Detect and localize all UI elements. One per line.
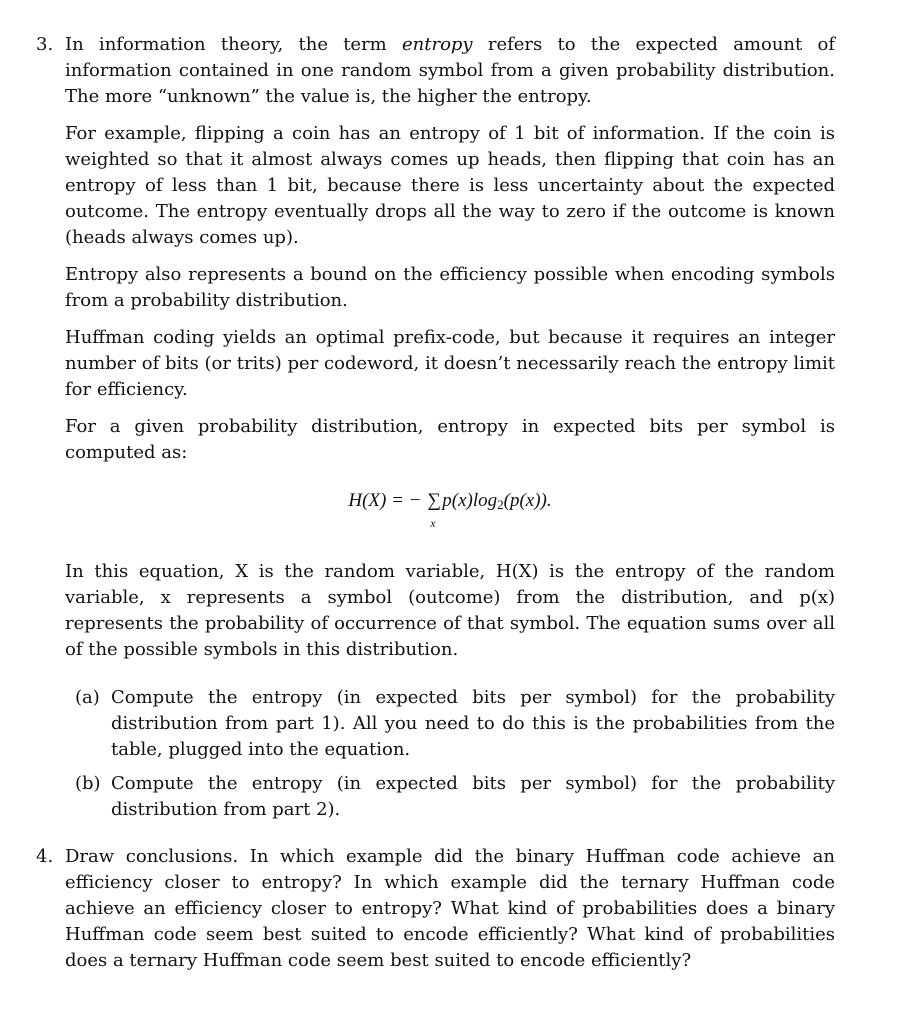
- q3-intro-post: refers to the expected amount of information contained in one random symbol from a given probability distribution. The more “unknown” the value is, the higher the entropy.: [65, 34, 835, 107]
- q3-para-bound: Entropy also represents a bound on the efficiency possible when encoding symbols from a probability distribution.: [65, 264, 835, 311]
- question-3: [36, 32, 836, 823]
- question-4: [36, 844, 836, 974]
- equation-rhs-2: (p(x)).: [503, 490, 552, 511]
- q3-para-formula-intro: For a given probability distribution, entropy in expected bits per symbol is computed as:: [65, 416, 835, 463]
- q3-intro-pre: In information theory, the term: [65, 34, 402, 55]
- q3-para-coin: For example, flipping a coin has an entropy of 1 bit of information. If the coin is weighted so that it almost always comes up heads, then flipping that coin has an entropy of less than 1 bit, because there is less uncertainty about the expected outcome. The entropy eventually drops all the way to zero if the outcome is known (heads always comes up).: [65, 123, 835, 248]
- equation-sum: [426, 488, 442, 530]
- subquestion-b-text: Compute the entropy (in expected bits per symbol) for the probability distribution from part 2).: [111, 773, 835, 820]
- q3-intro: [65, 32, 835, 110]
- q3-intro-emphasis: entropy: [401, 34, 473, 55]
- equation-lhs: H(X) = −: [348, 490, 422, 511]
- question-4-number: 4.: [36, 846, 54, 867]
- q3-para-explain: In this equation, X is the random variable, H(X) is the entropy of the random variable, x represents a symbol (outcome) from the distribution, and p(x) represents the probability of occurrence of that symbol. The equation sums over all of the possible symbols in this distribution.: [65, 561, 835, 660]
- sum-symbol: ∑: [427, 490, 442, 511]
- question-3-number: 3.: [36, 34, 54, 55]
- equation-log-base: 2: [497, 497, 504, 512]
- sum-subscript: x: [430, 516, 436, 530]
- subquestion-b: [75, 771, 835, 823]
- q3-para-huffman: Huffman coding yields an optimal prefix-code, but because it requires an integer number of bits (or trits) per codeword, it doesn’t necessarily reach the entropy limit for efficiency.: [65, 327, 835, 400]
- subquestion-b-label: (b): [75, 773, 101, 794]
- subquestion-a-text: Compute the entropy (in expected bits per symbol) for the probability distribution from part 1). All you need to do this is the probabilities from the table, plugged into the equation.: [111, 687, 835, 760]
- entropy-equation: [65, 476, 835, 548]
- equation-rhs-1: p(x)log: [442, 490, 498, 511]
- subquestion-a-label: (a): [75, 687, 100, 708]
- q4-text: Draw conclusions. In which example did the binary Huffman code achieve an efficiency closer to entropy? In which example did the ternary Huffman code achieve an efficiency closer to entropy? What kind of probabilities does a binary Huffman code seem best suited to encode efficiently? What kind of probabilities does a ternary Huffman code seem best suited to encode efficiently?: [65, 846, 835, 971]
- q3-subquestions: [65, 685, 835, 823]
- subquestion-a: [75, 685, 835, 763]
